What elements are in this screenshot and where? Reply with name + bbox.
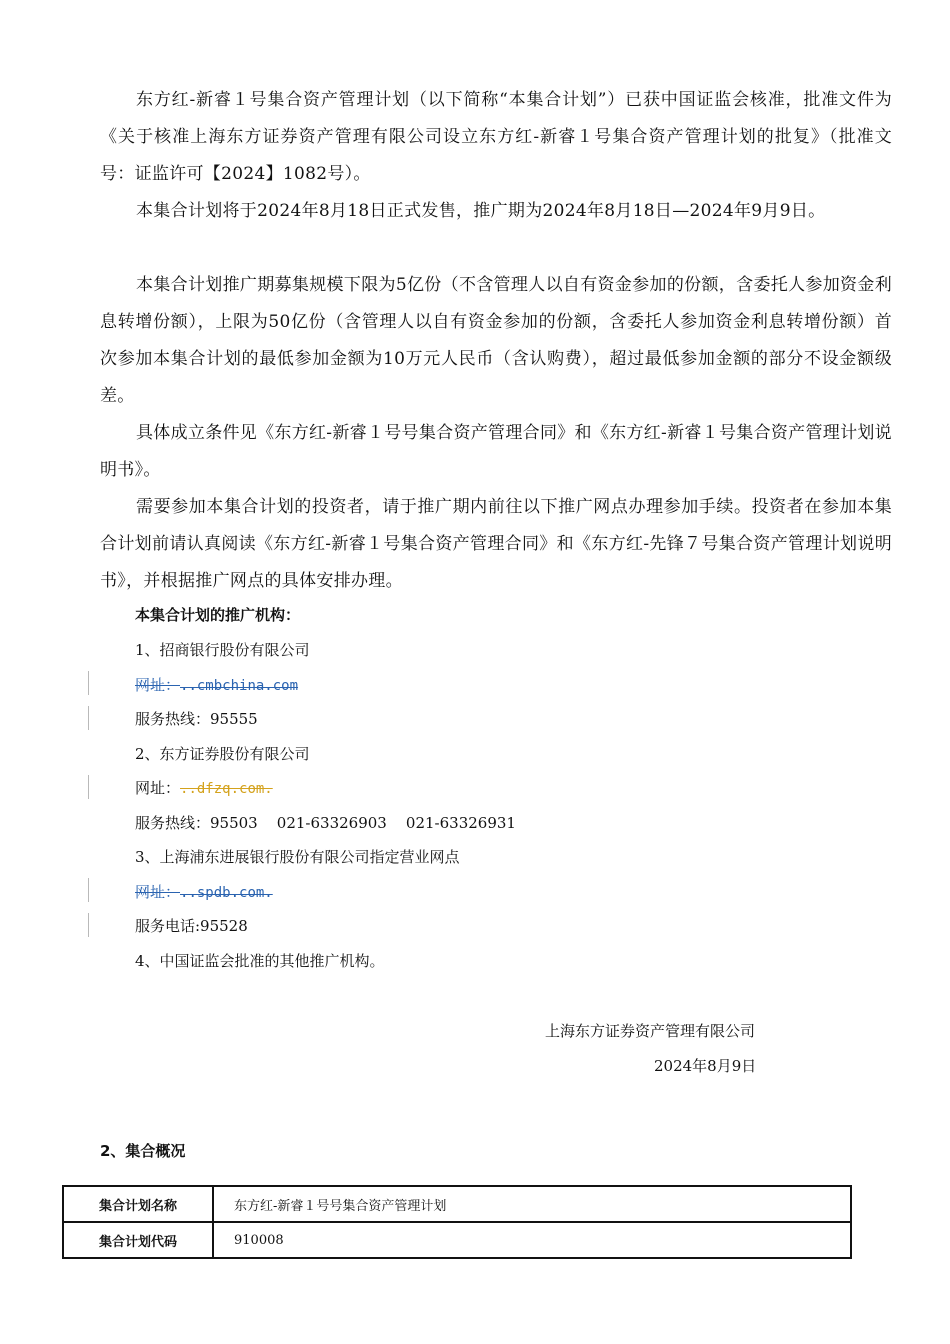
website-label: 网址： [135,883,181,901]
paragraph-scale: 本集合计划推广期募集规模下限为5亿份（不含管理人以自有资金参加的份额，含委托人参加资金利息转增份额），上限为50亿份（含管理人以自有资金参加的份额，含委托人参加资金利息转增份额）首次参加本集合计划的最低参加金额为10万元人民币（含认购费），超过最低参加金额的部分不设金额级差。 [100,275,892,406]
agency-2-website[interactable] [135,778,273,799]
website-url: ..spdb.com. [180,885,273,901]
agency-3-hotline: 服务电话:95528 [135,917,248,935]
plan-code-label: 集合计划代码 [63,1222,213,1258]
agency-2-name: 2、东方证券股份有限公司 [135,745,310,763]
table-row [63,1186,851,1222]
paragraph-instructions: 需要参加本集合计划的投资者，请于推广期内前往以下推广网点办理参加手续。投资者在参加本集合计划前请认真阅读《东方红-新睿１号集合资产管理合同》和《东方红-先锋７号集合资产管理计划说明书》，并根据推广网点的具体安排办理。 [100,497,892,591]
revision-bar [88,878,89,902]
revision-bar [88,913,89,937]
section-title: 2、集合概况 [100,1142,186,1160]
plan-overview-table [62,1185,852,1259]
agency-1-website[interactable] [135,675,298,696]
website-label: 网址： [135,779,181,797]
agency-3-website[interactable] [135,882,273,903]
website-url: ..cmbchina.com [180,678,299,694]
website-label: 网址： [135,676,181,694]
plan-code-value: 910008 [213,1222,851,1258]
agency-4-name: 4、中国证监会批准的其他推广机构。 [135,952,385,970]
paragraph-conditions: 具体成立条件见《东方红-新睿１号号集合资产管理合同》和《东方红-新睿１号集合资产管理计划说明书》。 [100,423,892,480]
signature-company: 上海东方证券资产管理有限公司 [545,1022,756,1040]
agencies-heading: 本集合计划的推广机构： [135,606,301,624]
signature-date: 2024年8月9日 [654,1057,757,1075]
paragraph-approval: 东方红-新睿１号集合资产管理计划（以下简称“本集合计划”）已获中国证监会核准，批准文件为《关于核准上海东方证券资产管理有限公司设立东方红-新睿１号集合资产管理计划的批复》（批准文号：证监许可【2024】1082号）。 [100,90,892,184]
paragraph-offering-period: 本集合计划将于2024年8月18日正式发售，推广期为2024年8月18日—2024年9月9日。 [136,201,826,221]
revision-bar [88,671,89,695]
website-url: ..dfzq.com. [180,781,273,797]
plan-name-label: 集合计划名称 [63,1186,213,1222]
revision-bar [88,706,89,730]
agency-1-hotline: 服务热线：95555 [135,710,258,728]
revision-bar [88,775,89,799]
agency-3-name: 3、上海浦东进展银行股份有限公司指定营业网点 [135,848,460,866]
agency-2-hotline: 服务热线：95503 021-63326903 021-63326931 [135,814,516,832]
agency-1-name: 1、招商银行股份有限公司 [135,641,310,659]
table-row [63,1222,851,1258]
plan-name-value: 东方红-新睿１号号集合资产管理计划 [213,1186,851,1222]
